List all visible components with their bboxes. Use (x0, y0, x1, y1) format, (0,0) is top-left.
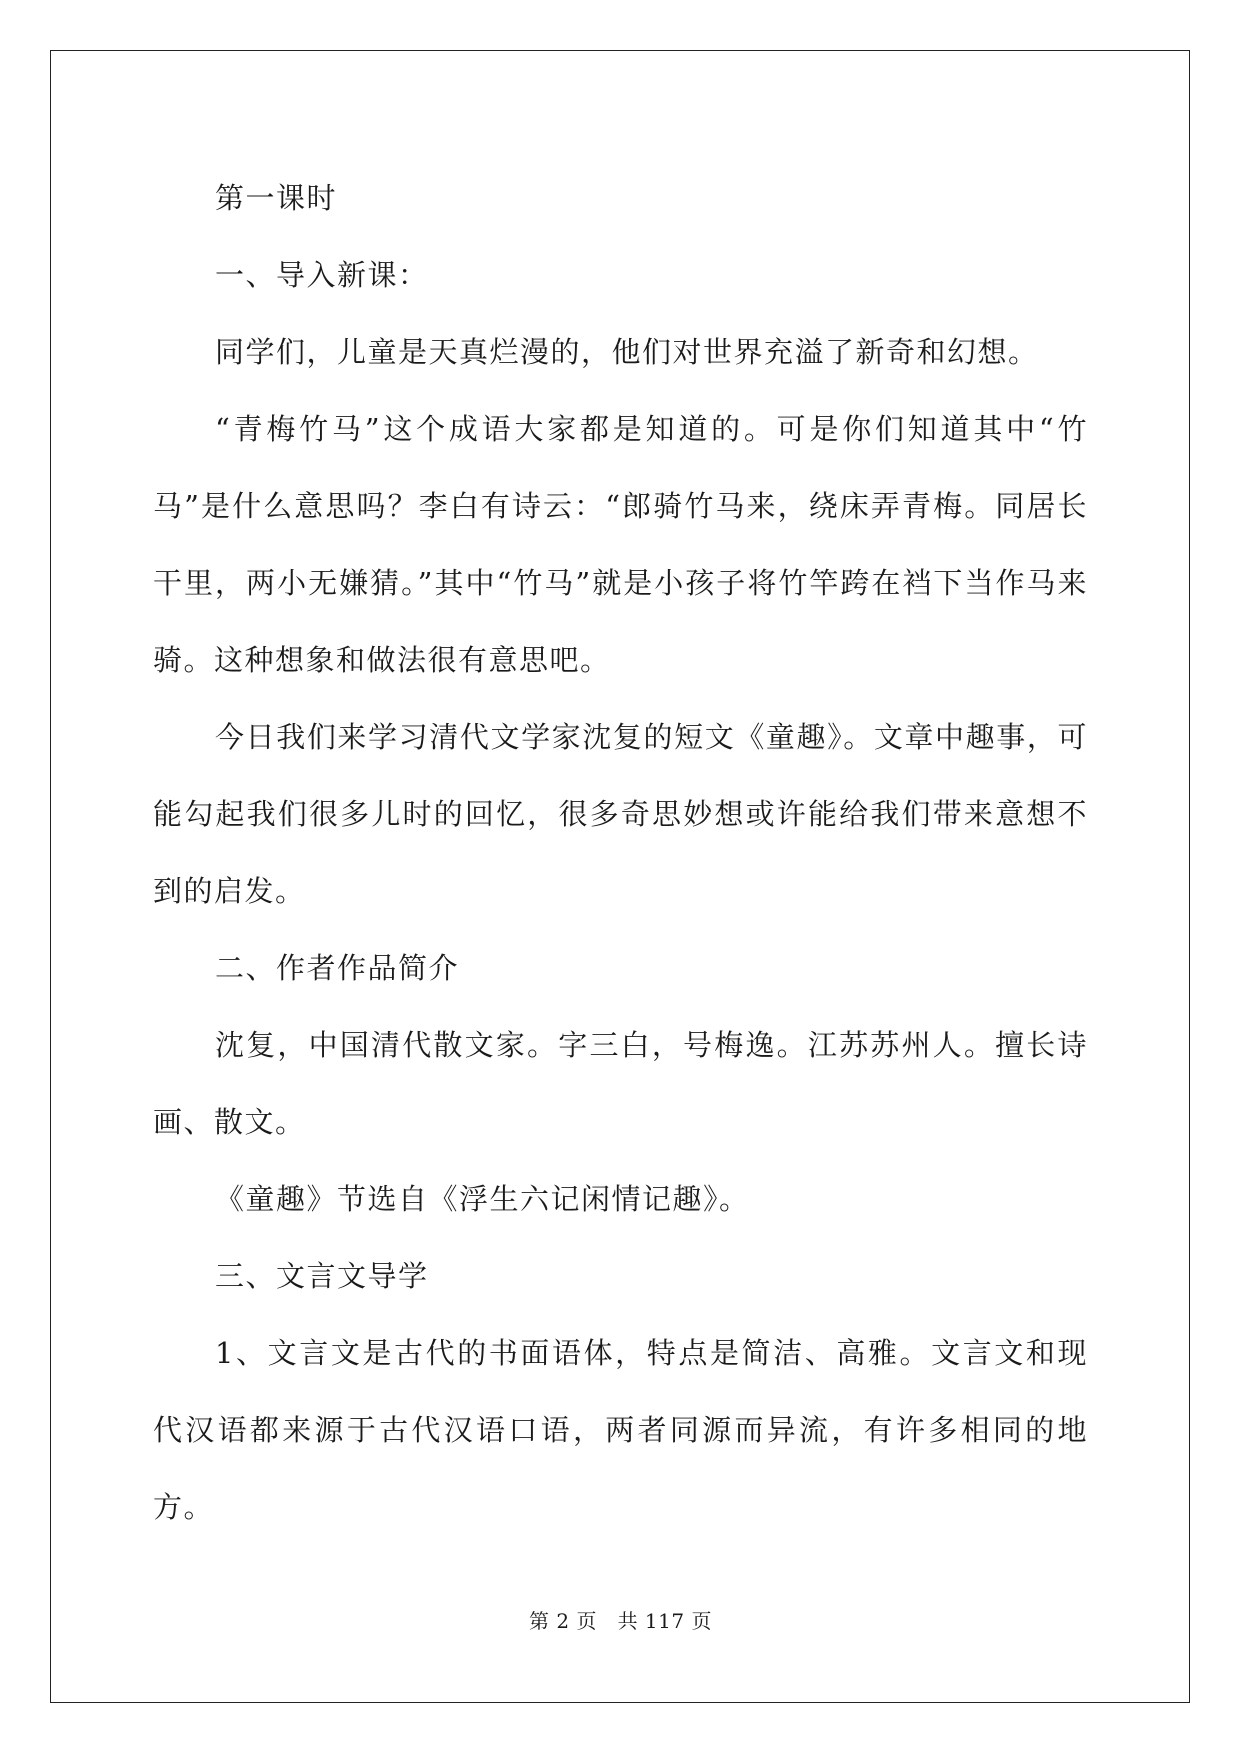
page-footer (0, 1605, 1241, 1634)
page-total: 共 117 页 (617, 1609, 712, 1633)
paragraph-lesson-heading: 第一课时 (215, 181, 338, 215)
paragraph-section-3-heading: 三、文言文导学 (215, 1259, 429, 1293)
paragraph-today-lesson: 今日我们来学习清代文学家沈复的短文《童趣》。文章中趣事，可能勾起我们很多儿时的回忆，很多奇思妙想或许能给我们带来意想不到的启发。 (153, 720, 1088, 908)
paragraph-intro: 同学们，儿童是天真烂漫的，他们对世界充溢了新奇和幻想。 (215, 335, 1039, 369)
page-number: 第 2 页 (529, 1609, 597, 1633)
paragraph-author-bio: 沈复，中国清代散文家。字三白，号梅逸。江苏苏州人。擅长诗画、散文。 (153, 1028, 1088, 1139)
paragraph-bamboo-horse: “青梅竹马”这个成语大家都是知道的。可是你们知道其中“竹马”是什么意思吗？李白有诗云：“郎骑竹马来，绕床弄青梅。同居长干里，两小无嫌猜。”其中“竹马”就是小孩子将竹竿跨在裆下当作马来骑。这种想象和做法很有意思吧。 (153, 412, 1088, 677)
paragraph-section-1-heading: 一、导入新课： (215, 258, 429, 292)
paragraph-classical-chinese: 1、文言文是古代的书面语体，特点是简洁、高雅。文言文和现代汉语都来源于古代汉语口语，两者同源而异流，有许多相同的地方。 (153, 1336, 1088, 1524)
paragraph-source: 《童趣》节选自《浮生六记闲情记趣》。 (215, 1182, 750, 1216)
paragraph-section-2-heading: 二、作者作品简介 (215, 951, 460, 985)
document-body (153, 160, 1088, 1546)
